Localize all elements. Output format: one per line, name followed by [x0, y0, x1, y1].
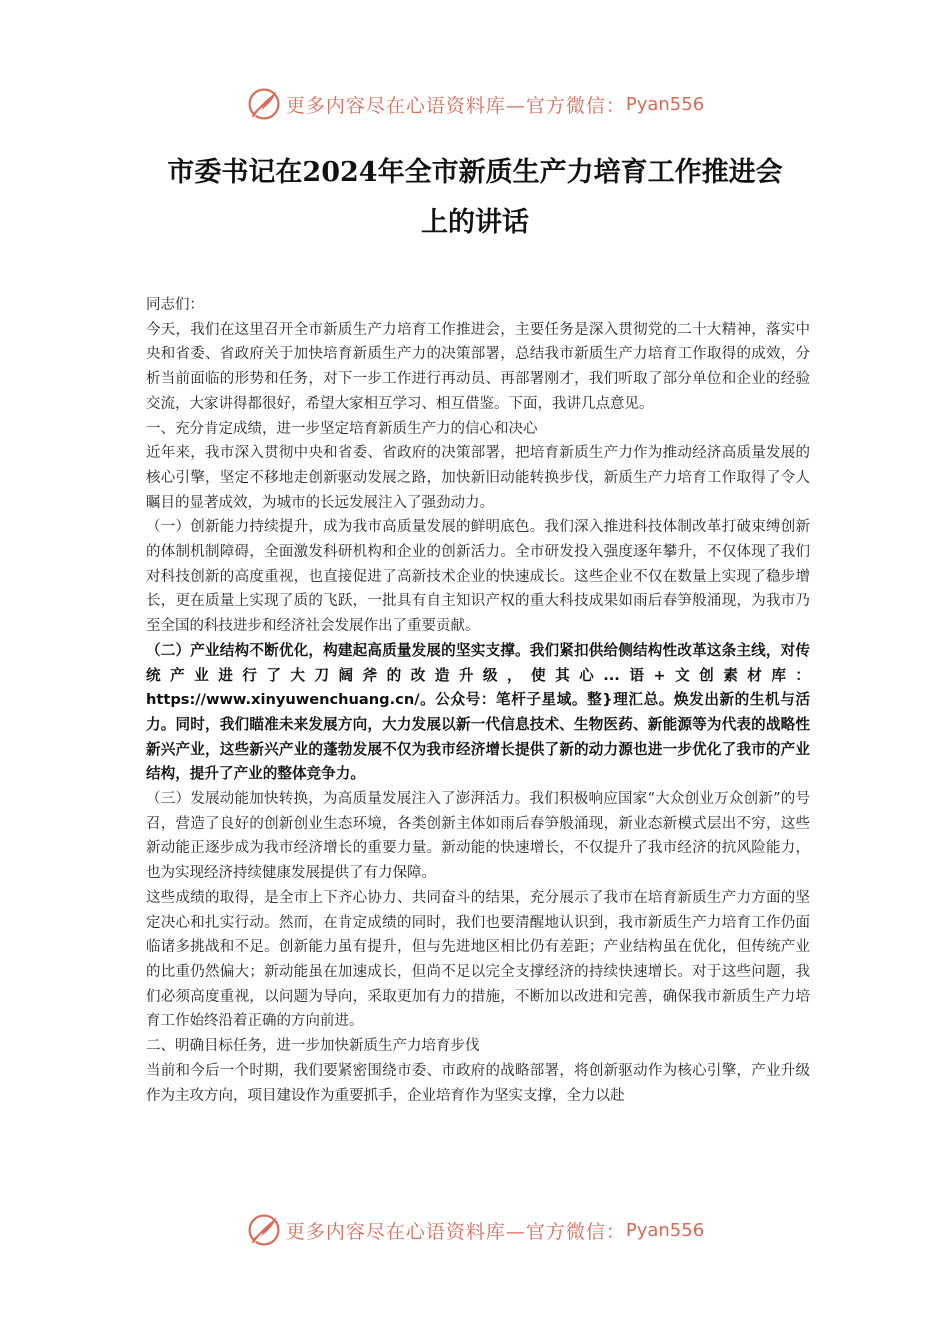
title-line-1: 市委书记在2024年全市新质生产力培育工作推进会 — [167, 157, 783, 188]
header-banner — [0, 84, 950, 124]
banner-text: 更多内容尽在心语资料库—官方微信： — [285, 1220, 626, 1243]
quill-pen-icon — [246, 1212, 282, 1248]
quill-pen-icon — [246, 86, 282, 122]
section-heading: 二、明确目标任务，进一步加快新质生产力培育步伐 — [146, 1038, 480, 1055]
document-body — [146, 293, 810, 1108]
paragraph: （三）发展动能加快转换，为高质量发展注入了澎湃活力。我们积极响应国家“大众创业万众创新”的号召，营造了良好的创新创业生态环境，各类创新主体如雨后春笋般涌现，新业态新模式层出不穷，这些新动能正逐步成为我市经济增长的重要力量。新动能的快速增长，不仅提升了我市经济的抗风险能力，也为实现经济持续健康发展提供了有力保障。 — [146, 791, 810, 882]
document-title — [120, 148, 830, 248]
banner-text: 更多内容尽在心语资料库—官方微信： — [285, 94, 626, 117]
paragraph: 近年来，我市深入贯彻中央和省委、省政府的决策部署，把培育新质生产力作为推动经济高质量发展的核心引擎，坚定不移地走创新驱动发展之路，加快新旧动能转换步伐，新质生产力培育工作取得了令人瞩目的显著成效，为城市的长远发展注入了强劲动力。 — [146, 445, 810, 511]
paragraph: （一）创新能力持续提升，成为我市高质量发展的鲜明底色。我们深入推进科技体制改革打破束缚创新的体制机制障碍，全面激发科研机构和企业的创新活力。全市研发投入强度逐年攀升，不仅体现了我们对科技创新的高度重视，也直接促进了高新技术企业的快速成长。这些企业不仅在数量上实现了稳步增长，更在质量上实现了质的飞跃，一批具有自主知识产权的重大科技成果如雨后春笋般涌现，为我市乃至全国的科技进步和经济社会发展作出了重要贡献。 — [146, 519, 810, 635]
title-line-2: 上的讲话 — [421, 207, 529, 238]
banner-wechat-id: Pyan556 — [625, 1219, 705, 1241]
paragraph: 当前和今后一个时期，我们要紧密围绕市委、市政府的战略部署，将创新驱动作为核心引擎，产业升级作为主攻方向，项目建设作为重要抓手，企业培育作为坚实支撑，全力以赴 — [146, 1062, 810, 1104]
paragraph: 今天，我们在这里召开全市新质生产力培育工作推进会，主要任务是深入贯彻党的二十大精神，落实中央和省委、省政府关于加快培育新质生产力的决策部署，总结我市新质生产力培育工作取得的成效，分析当前面临的形势和任务，对下一步工作进行再动员、再部署刚才，我们听取了部分单位和企业的经验交流，大家讲得都很好，希望大家相互学习、相互借鉴。下面，我讲几点意见。 — [146, 321, 810, 412]
footer-banner — [0, 1210, 950, 1250]
paragraph-bold: （二）产业结构不断优化，构建起高质量发展的坚实支撑。我们紧扣供给侧结构性改革这条主线，对传统产业进行了大刀阔斧的改造升级，使其心...语+文创素材库：https://www.xinyuwenchuang.cn/。公众号：笔杆子星域。整}理汇总。焕发出新的生机与活力。同时，我们瞄准未来发展方向，大力发展以新一代信息技术、生物医药、新能源等为代表的战略性新兴产业，这些新兴产业的蓬勃发展不仅为我市经济增长提供了新的动力源也进一步优化了我市的产业结构，提升了产业的整体竞争力。 — [146, 641, 810, 783]
salutation: 同志们： — [146, 297, 204, 313]
banner-wechat-id: Pyan556 — [625, 93, 705, 115]
section-heading: 一、充分肯定成绩，进一步坚定培育新质生产力的信心和决心 — [146, 420, 538, 437]
paragraph: 这些成绩的取得，是全市上下齐心协力、共同奋斗的结果，充分展示了我市在培育新质生产力方面的坚定决心和扎实行动。然而，在肯定成绩的同时，我们也要清醒地认识到，我市新质生产力培育工作仍面临诸多挑战和不足。创新能力虽有提升，但与先进地区相比仍有差距；产业结构虽在优化，但传统产业的比重仍然偏大；新动能虽在加速成长，但尚不足以完全支撑经济的持续快速增长。对于这些问题，我们必须高度重视，以问题为导向，采取更加有力的措施，不断加以改进和完善，确保我市新质生产力培育工作始终沿着正确的方向前进。 — [146, 889, 810, 1030]
